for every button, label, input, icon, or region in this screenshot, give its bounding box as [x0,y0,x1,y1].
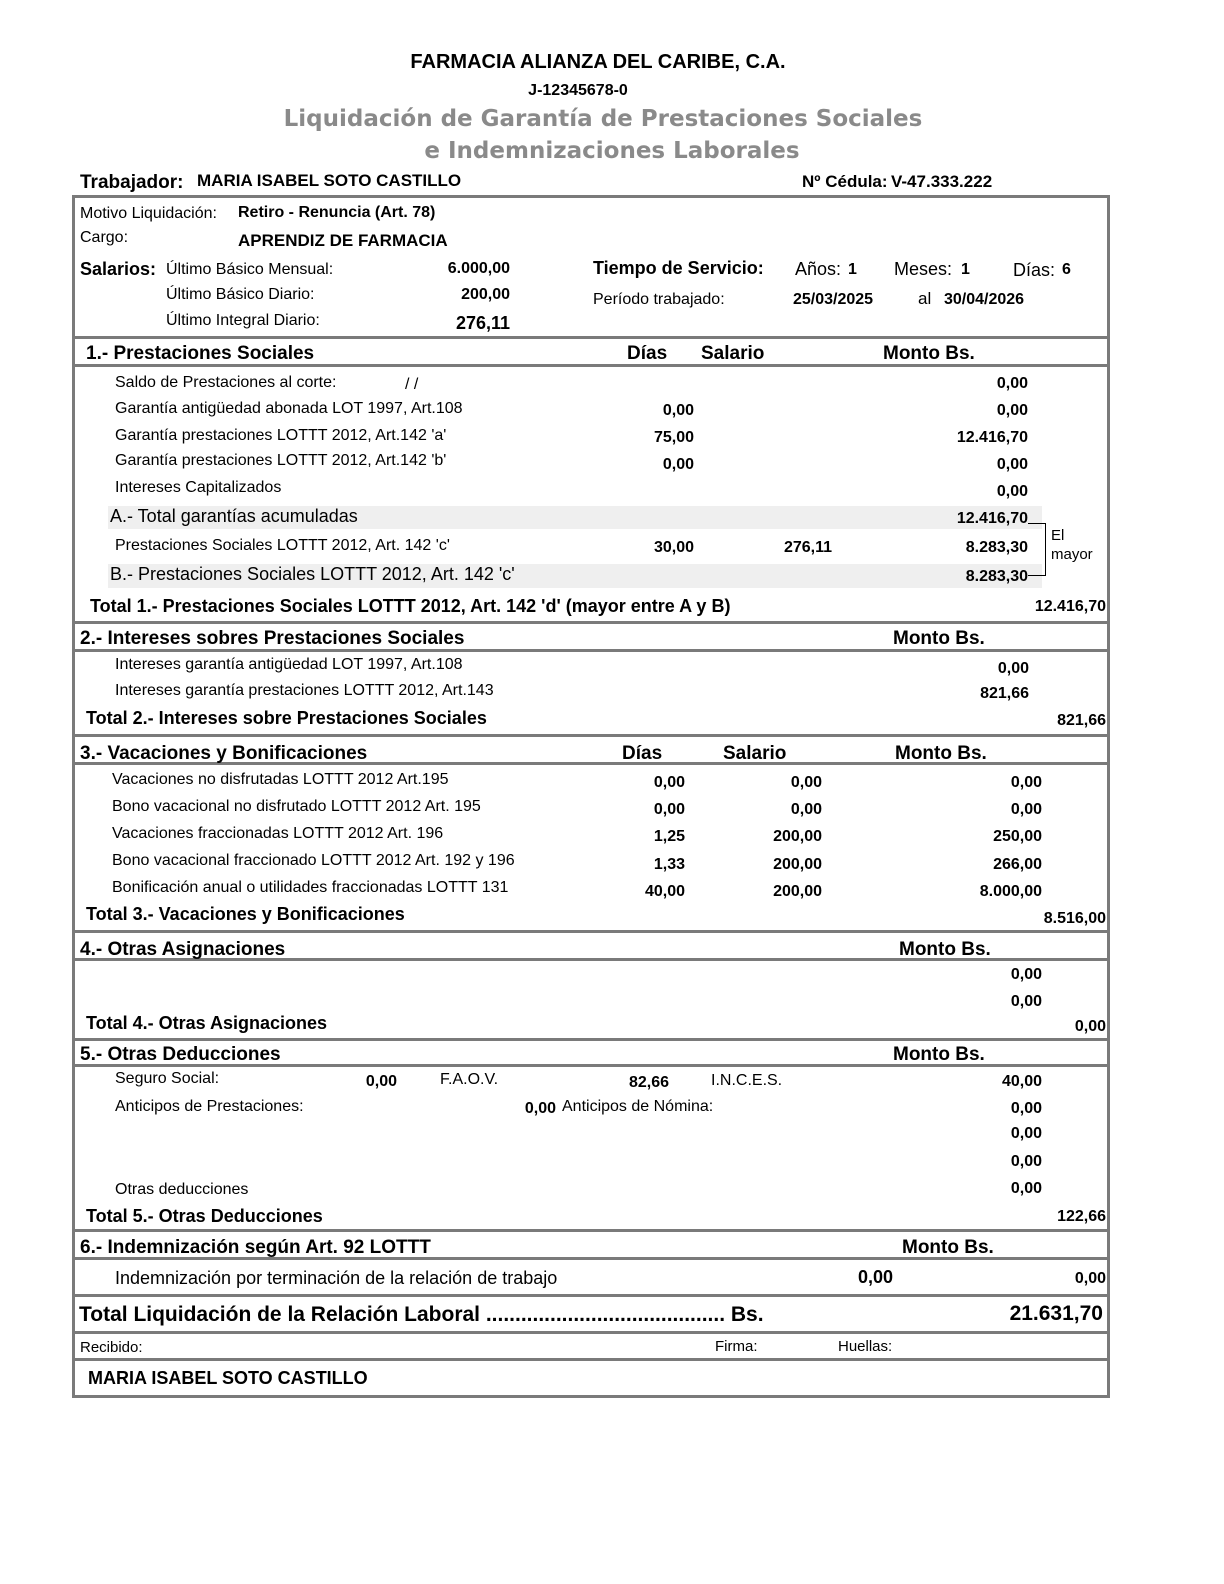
s1-title: 1.- Prestaciones Sociales [86,343,315,364]
s1-r3-label: Garantía prestaciones LOTTT 2012, Art.142 'b' [115,452,447,469]
rule-s4-top [72,930,1110,933]
s3-row-salario: 200,00 [773,883,822,900]
seguro-social-label: Seguro Social: [115,1070,220,1087]
faov-label: F.A.O.V. [440,1071,499,1088]
s4-r1-monto: 0,00 [1010,966,1042,983]
s4-title: 4.- Otras Asignaciones [80,939,286,960]
bracket-vertical [1045,523,1046,576]
rule-s3-top [72,734,1110,737]
s3-title: 3.- Vacaciones y Bonificaciones [80,743,368,764]
s6-r1-label: Indemnización por terminación de la relación de trabajo [115,1268,558,1288]
rule-s5-top [72,1038,1110,1041]
s3-row-dias: 40,00 [644,883,685,900]
anos-value: 1 [848,261,857,278]
s3-row-monto: 250,00 [993,828,1042,845]
s3-head-monto: Monto Bs. [895,743,987,764]
s6-r1-monto: 0,00 [1074,1270,1106,1287]
s1-total-label: Total 1.- Prestaciones Sociales LOTTT 2012, Art. 142 'd' (mayor entre A y B) [90,596,731,616]
s2-total-label: Total 2.- Intereses sobre Prestaciones Sociales [86,708,487,728]
s1-r5-monto: 8.283,30 [965,539,1028,556]
s2-head-monto: Monto Bs. [893,628,985,649]
bracket-bottom [1028,575,1045,576]
s5-r3-monto: 0,00 [1010,1125,1042,1142]
tiempo-servicio-label: Tiempo de Servicio: [593,258,764,278]
frame-left [72,195,75,1398]
rule-s2-top [72,621,1110,624]
rule-sign-mid [72,1358,1110,1361]
s5-r4-monto: 0,00 [1010,1153,1042,1170]
document-title-line1: Liquidación de Garantía de Prestaciones Sociales [283,106,923,132]
signer-name: MARIA ISABEL SOTO CASTILLO [88,1368,368,1388]
s3-row-monto: 8.000,00 [979,883,1042,900]
motivo-value: Retiro - Renuncia (Art. 78) [238,204,436,221]
s2-total-monto: 821,66 [1057,712,1106,729]
rule-sign-top [72,1331,1110,1334]
document-title-line2: e Indemnizaciones Laborales [424,138,800,164]
faov-value: 82,66 [628,1074,669,1091]
anos-label: Años: [795,259,842,279]
total-a-label: A.- Total garantías acumuladas [110,506,358,526]
grand-total-monto: 21.631,70 [1009,1302,1103,1325]
bracket-top [1028,523,1045,524]
periodo-label: Período trabajado: [593,291,725,308]
company-name: FARMACIA ALIANZA DEL CARIBE, C.A. [410,51,786,73]
firma-label: Firma: [715,1338,758,1355]
periodo-al: al [918,289,932,308]
s3-head-salario: Salario [723,743,787,764]
rule-top [72,195,1110,198]
anticipos-prestaciones-label: Anticipos de Prestaciones: [115,1098,304,1115]
s5-total-monto: 122,66 [1057,1208,1106,1225]
integral-diario-label: Último Integral Diario: [166,312,320,329]
s5-total-label: Total 5.- Otras Deducciones [86,1206,323,1226]
s3-row-salario: 200,00 [773,828,822,845]
total-b-monto: 8.283,30 [965,568,1028,585]
basico-diario-label: Último Básico Diario: [166,286,315,303]
otras-deducciones-monto: 0,00 [1010,1180,1042,1197]
total-a-monto: 12.416,70 [956,510,1028,527]
s5-head-monto: Monto Bs. [893,1044,985,1065]
s4-total-monto: 0,00 [1074,1018,1106,1035]
s1-r1-dias: 0,00 [662,402,694,419]
dias-value: 6 [1062,261,1071,278]
s1-r1-label: Garantía antigüedad abonada LOT 1997, Art.108 [115,400,463,417]
s1-r2-label: Garantía prestaciones LOTTT 2012, Art.142 'a' [115,427,447,444]
s3-row-salario: 0,00 [790,774,822,791]
basico-mensual-label: Último Básico Mensual: [166,261,334,278]
frame-right [1107,195,1110,1398]
s2-r1-label: Intereses garantía antigüedad LOT 1997, Art.108 [115,656,463,673]
s3-row-label: Bono vacacional fraccionado LOTTT 2012 Art. 192 y 196 [112,852,515,869]
s5-title: 5.- Otras Deducciones [80,1044,281,1065]
inces-monto: 40,00 [1001,1073,1042,1090]
s6-r1-value: 0,00 [857,1267,893,1287]
s1-r4-label: Intereses Capitalizados [115,479,282,496]
integral-diario-value: 276,11 [455,313,510,333]
dias-label: Días: [1013,260,1056,280]
s1-r3-monto: 0,00 [996,456,1028,473]
s6-title: 6.- Indemnización según Art. 92 LOTTT [80,1237,431,1258]
s3-row-label: Bonificación anual o utilidades fraccionadas LOTTT 131 [112,879,509,896]
total-b-label: B.- Prestaciones Sociales LOTTT 2012, Art. 142 'c' [110,564,515,584]
s3-row-monto: 0,00 [1010,801,1042,818]
s3-head-dias: Días [622,743,663,764]
s1-r2-monto: 12.416,70 [956,429,1028,446]
company-rif: J-12345678-0 [528,82,628,99]
s1-r2-dias: 75,00 [653,429,694,446]
s1-r3-dias: 0,00 [662,456,694,473]
meses-value: 1 [961,261,970,278]
s3-total-label: Total 3.- Vacaciones y Bonificaciones [86,904,405,924]
anticipos-nomina-label: Anticipos de Nómina: [562,1098,714,1115]
s1-r5-dias: 30,00 [653,539,694,556]
mayor-note-2: mayor [1051,546,1093,563]
saldo-monto: 0,00 [996,375,1028,392]
s1-head-monto: Monto Bs. [883,343,975,364]
cargo-label: Cargo: [80,229,129,246]
s3-total-monto: 8.516,00 [1043,910,1106,927]
anticipos-prestaciones-value: 0,00 [524,1100,556,1117]
s1-total-monto: 12.416,70 [1034,598,1106,615]
s1-r4-monto: 0,00 [996,483,1028,500]
s1-r5-salario: 276,11 [783,539,832,556]
s4-head-monto: Monto Bs. [899,939,991,960]
worker-label: Trabajador: [80,172,184,193]
s3-row-label: Vacaciones fraccionadas LOTTT 2012 Art. 196 [112,825,444,842]
s2-r1-monto: 0,00 [997,660,1029,677]
s1-r5-label: Prestaciones Sociales LOTTT 2012, Art. 142 'c' [115,537,450,554]
cargo-value: APRENDIZ DE FARMACIA [238,231,448,250]
inces-label: I.N.C.E.S. [711,1072,783,1089]
grand-total-label: Total Liquidación de la Relación Laboral ......................................... Bs. [79,1303,764,1326]
worker-name: MARIA ISABEL SOTO CASTILLO [197,171,462,190]
s1-head-dias: Días [627,343,668,364]
s3-row-salario: 200,00 [773,856,822,873]
s3-row-label: Vacaciones no disfrutadas LOTTT 2012 Art.195 [112,771,449,788]
saldo-date: / / [405,376,419,393]
rule-s6-top [72,1229,1110,1232]
huellas-label: Huellas: [838,1338,893,1355]
s1-r1-monto: 0,00 [996,402,1028,419]
cedula-value: V-47.333.222 [891,172,993,191]
s4-total-label: Total 4.- Otras Asignaciones [86,1013,328,1033]
s2-r2-label: Intereses garantía prestaciones LOTTT 2012, Art.143 [115,682,494,699]
s2-title: 2.- Intereses sobres Prestaciones Sociales [80,628,465,649]
s3-row-dias: 0,00 [653,801,685,818]
s3-row-dias: 1,25 [653,828,685,845]
s3-row-dias: 1,33 [653,856,685,873]
periodo-from: 25/03/2025 [793,291,874,308]
s3-row-monto: 266,00 [993,856,1042,873]
s1-head-salario: Salario [701,343,765,364]
s6-head-monto: Monto Bs. [902,1237,994,1258]
otras-deducciones-label: Otras deducciones [115,1181,249,1198]
s3-row-salario: 0,00 [790,801,822,818]
motivo-label: Motivo Liquidación: [80,205,217,222]
saldo-label: Saldo de Prestaciones al corte: [115,374,337,391]
s3-row-monto: 0,00 [1010,774,1042,791]
basico-diario-value: 200,00 [461,286,510,303]
periodo-to: 30/04/2026 [944,291,1025,308]
s3-row-dias: 0,00 [653,774,685,791]
recibido-label: Recibido: [80,1339,143,1356]
rule-bottom [72,1395,1110,1398]
cedula-label: Nº Cédula: [802,172,888,191]
rule-s1-top [72,336,1110,339]
s4-r2-monto: 0,00 [1010,993,1042,1010]
mayor-note-1: El [1051,527,1065,544]
rule-grand-top [72,1294,1110,1297]
s2-r2-monto: 821,66 [980,685,1029,702]
basico-mensual-value: 6.000,00 [447,260,510,277]
seguro-social-value: 0,00 [365,1073,397,1090]
meses-label: Meses: [894,259,953,279]
salarios-label: Salarios: [80,259,157,279]
anticipos-nomina-monto: 0,00 [1010,1100,1042,1117]
s3-row-label: Bono vacacional no disfrutado LOTTT 2012 Art. 195 [112,798,481,815]
